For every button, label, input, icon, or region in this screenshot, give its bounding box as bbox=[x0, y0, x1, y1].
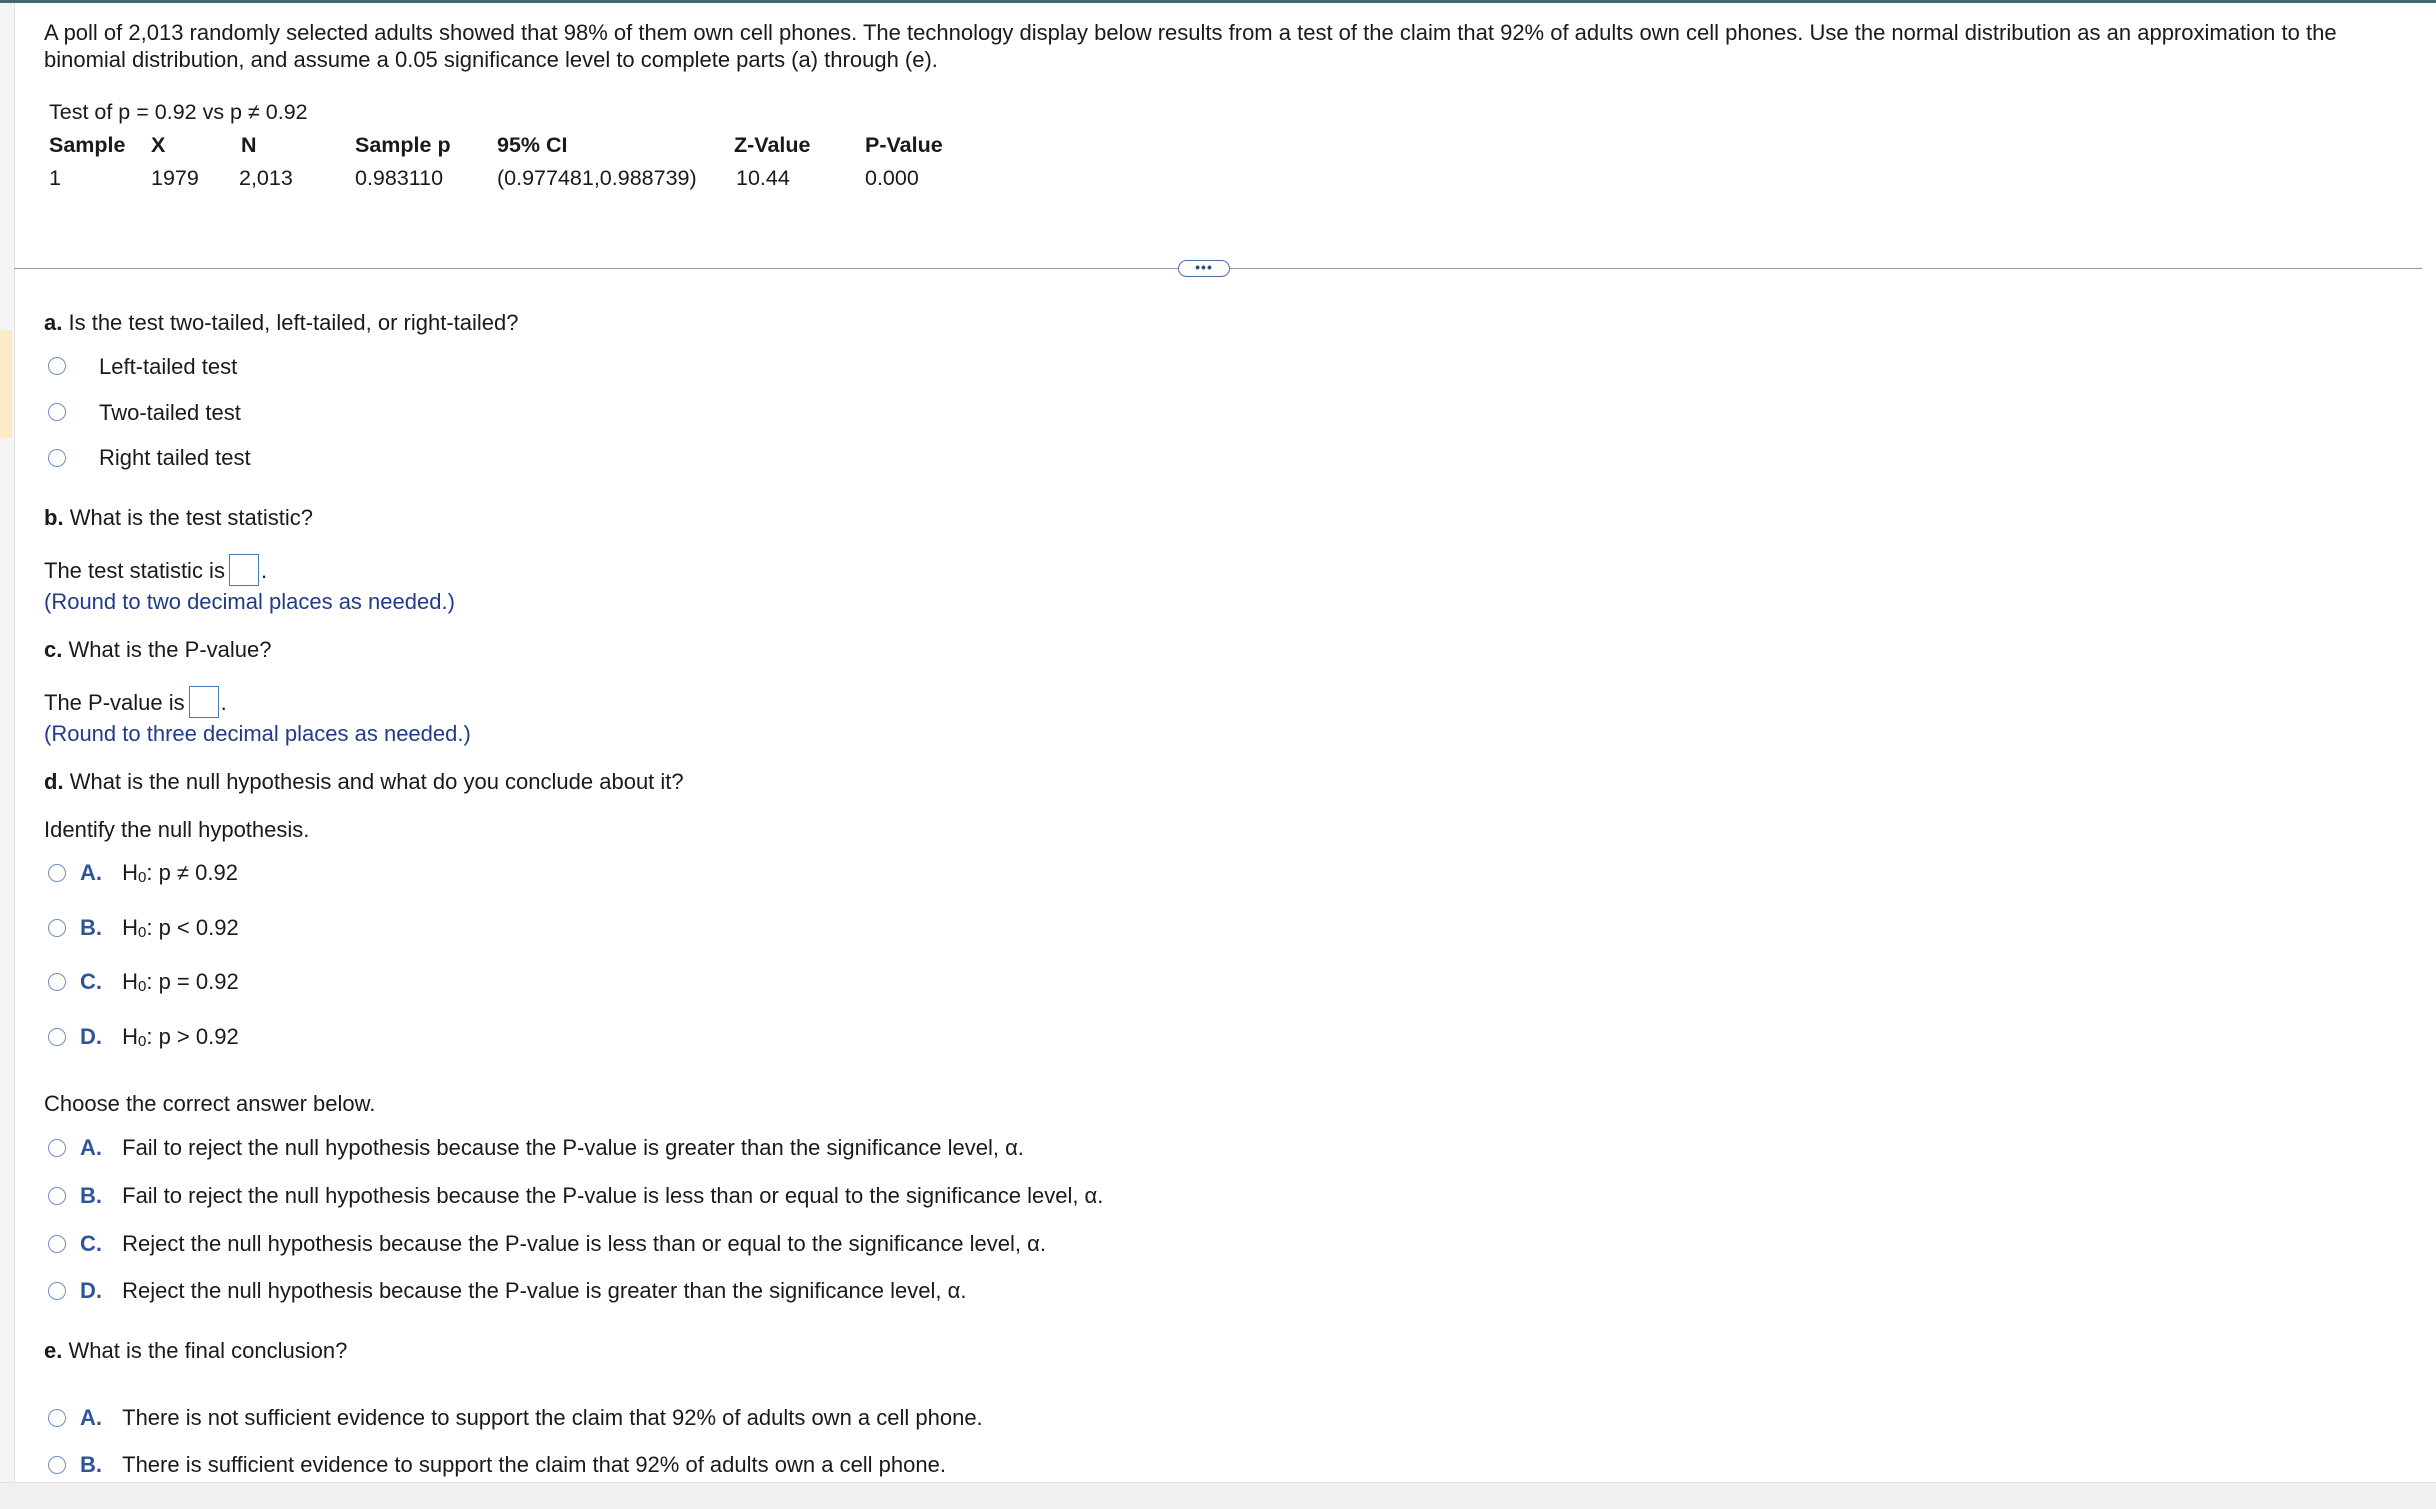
cell-sample-p: 0.983110 bbox=[355, 166, 444, 190]
option-left-tailed[interactable]: Left-tailed test bbox=[99, 354, 238, 379]
cell-ci: (0.977481,0.988739) bbox=[497, 166, 697, 190]
radio-conclusion-b[interactable] bbox=[48, 1187, 66, 1205]
radio-final-b[interactable] bbox=[48, 1456, 66, 1474]
hyp-option-c[interactable] bbox=[80, 969, 239, 995]
cell-n: 2,013 bbox=[239, 166, 293, 190]
part-a-prompt bbox=[44, 310, 518, 336]
option-right-tailed[interactable]: Right tailed test bbox=[99, 445, 251, 470]
cell-x: 1979 bbox=[151, 166, 199, 190]
conclusion-c-text: Reject the null hypothesis because the P-value is less than or equal to the significance level, α. bbox=[122, 1231, 1046, 1256]
final-a-letter: A. bbox=[80, 1405, 102, 1430]
conclusion-d-letter: D. bbox=[80, 1278, 102, 1303]
round-note-b: (Round to two decimal places as needed.) bbox=[44, 589, 455, 614]
radio-left-tailed[interactable] bbox=[48, 357, 66, 375]
hyp-b-sub: 0 bbox=[138, 924, 147, 941]
part-e-text: What is the final conclusion? bbox=[68, 1338, 348, 1363]
test-statistic-prefix: The test statistic is bbox=[44, 557, 225, 583]
final-b-letter: B. bbox=[80, 1452, 102, 1477]
test-statistic-line bbox=[44, 556, 267, 588]
final-option-a[interactable] bbox=[80, 1405, 983, 1431]
question-text: A poll of 2,013 randomly selected adults showed that 98% of them own cell phones. The technology display below results from a test of the claim that 92% of adults own cell phones. Use the normal distribution as an approximation to the binomial distribution, and assume a 0.05 significance level to complete parts (a) through (e). bbox=[44, 20, 2337, 72]
final-option-b[interactable] bbox=[80, 1452, 946, 1478]
cell-z-value: 10.44 bbox=[736, 166, 790, 190]
conclusion-option-a[interactable] bbox=[80, 1135, 1024, 1161]
hyp-d-sub: 0 bbox=[138, 1033, 147, 1050]
hyp-c-rel: : p = 0.92 bbox=[146, 969, 239, 994]
conclusion-b-letter: B. bbox=[80, 1183, 102, 1208]
header-p-value: P-Value bbox=[865, 133, 943, 157]
hyp-d-h: H bbox=[122, 1024, 139, 1049]
radio-two-tailed[interactable] bbox=[48, 403, 66, 421]
part-b-text: What is the test statistic? bbox=[69, 505, 313, 530]
final-b-text: There is sufficient evidence to support the claim that 92% of adults own a cell phone. bbox=[122, 1452, 946, 1477]
p-value-suffix: . bbox=[220, 689, 227, 715]
header-ci: 95% CI bbox=[497, 133, 568, 157]
radio-conclusion-a[interactable] bbox=[48, 1139, 66, 1157]
part-a-letter: a. bbox=[44, 310, 63, 335]
radio-hyp-b[interactable] bbox=[48, 919, 66, 937]
conclusion-d-text: Reject the null hypothesis because the P-value is greater than the significance level, α. bbox=[122, 1278, 967, 1303]
hyp-b-h: H bbox=[122, 915, 139, 940]
conclusion-option-b[interactable] bbox=[80, 1183, 1103, 1209]
test-statistic-input[interactable] bbox=[229, 554, 259, 586]
bottom-bar bbox=[0, 1482, 2436, 1509]
hyp-b-rel: : p < 0.92 bbox=[146, 915, 239, 940]
cell-sample: 1 bbox=[49, 166, 61, 190]
hyp-a-rel: : p ≠ 0.92 bbox=[146, 860, 238, 885]
part-d-letter: d. bbox=[44, 769, 64, 794]
header-z-value: Z-Value bbox=[734, 133, 811, 157]
header-n: N bbox=[241, 133, 257, 157]
radio-conclusion-c[interactable] bbox=[48, 1235, 66, 1253]
conclusion-a-letter: A. bbox=[80, 1135, 102, 1160]
hyp-d-letter: D. bbox=[80, 1024, 102, 1049]
final-option-b-clipped bbox=[44, 1450, 1544, 1477]
hyp-option-a[interactable] bbox=[80, 860, 238, 886]
radio-hyp-c[interactable] bbox=[48, 973, 66, 991]
hyp-a-letter: A. bbox=[80, 860, 102, 885]
conclusion-c-letter: C. bbox=[80, 1231, 102, 1256]
conclusion-b-text: Fail to reject the null hypothesis because the P-value is less than or equal to the significance level, α. bbox=[122, 1183, 1104, 1208]
final-a-text: There is not sufficient evidence to support the claim that 92% of adults own a cell phone. bbox=[122, 1405, 983, 1430]
header-sample-p: Sample p bbox=[355, 133, 451, 157]
radio-hyp-a[interactable] bbox=[48, 864, 66, 882]
conclusion-option-c[interactable] bbox=[80, 1231, 1046, 1257]
hyp-a-h: H bbox=[122, 860, 139, 885]
option-two-tailed[interactable]: Two-tailed test bbox=[99, 400, 241, 425]
part-d-text: What is the null hypothesis and what do you conclude about it? bbox=[69, 769, 684, 794]
conclusion-option-d[interactable] bbox=[80, 1278, 966, 1304]
radio-right-tailed[interactable] bbox=[48, 449, 66, 467]
radio-conclusion-d[interactable] bbox=[48, 1282, 66, 1300]
expand-more-button[interactable]: ••• bbox=[1178, 260, 1230, 277]
part-d-prompt bbox=[44, 769, 684, 795]
display-title: Test of p = 0.92 vs p ≠ 0.92 bbox=[49, 100, 308, 124]
top-border bbox=[0, 0, 2436, 3]
hyp-d-rel: : p > 0.92 bbox=[146, 1024, 239, 1049]
hyp-b-letter: B. bbox=[80, 915, 102, 940]
hyp-c-sub: 0 bbox=[138, 978, 147, 995]
p-value-prefix: The P-value is bbox=[44, 689, 185, 715]
test-statistic-suffix: . bbox=[260, 557, 268, 583]
part-c-prompt bbox=[44, 637, 271, 663]
cell-p-value: 0.000 bbox=[865, 166, 919, 190]
radio-final-a[interactable] bbox=[48, 1409, 66, 1427]
part-e-prompt bbox=[44, 1338, 347, 1364]
part-b-prompt bbox=[44, 505, 313, 531]
hyp-c-h: H bbox=[122, 969, 139, 994]
hyp-option-d[interactable] bbox=[80, 1024, 239, 1050]
radio-hyp-d[interactable] bbox=[48, 1028, 66, 1046]
identify-null-label: Identify the null hypothesis. bbox=[44, 817, 310, 842]
conclusion-a-text: Fail to reject the null hypothesis because the P-value is greater than the significance level, α. bbox=[122, 1135, 1024, 1160]
p-value-input[interactable] bbox=[189, 686, 219, 718]
part-a-text: Is the test two-tailed, left-tailed, or right-tailed? bbox=[68, 310, 519, 335]
header-sample: Sample bbox=[49, 133, 126, 157]
header-x: X bbox=[151, 133, 166, 157]
hyp-c-letter: C. bbox=[80, 969, 102, 994]
hyp-option-b[interactable] bbox=[80, 915, 239, 941]
p-value-line bbox=[44, 688, 227, 720]
left-gutter bbox=[0, 3, 15, 1483]
hyp-a-sub: 0 bbox=[138, 869, 147, 886]
round-note-c: (Round to three decimal places as needed.) bbox=[44, 721, 471, 746]
part-e-letter: e. bbox=[44, 1338, 63, 1363]
choose-answer-label: Choose the correct answer below. bbox=[44, 1091, 376, 1116]
part-c-text: What is the P-value? bbox=[68, 637, 272, 662]
part-c-letter: c. bbox=[44, 637, 63, 662]
part-b-letter: b. bbox=[44, 505, 64, 530]
left-gutter-highlight bbox=[0, 330, 12, 438]
